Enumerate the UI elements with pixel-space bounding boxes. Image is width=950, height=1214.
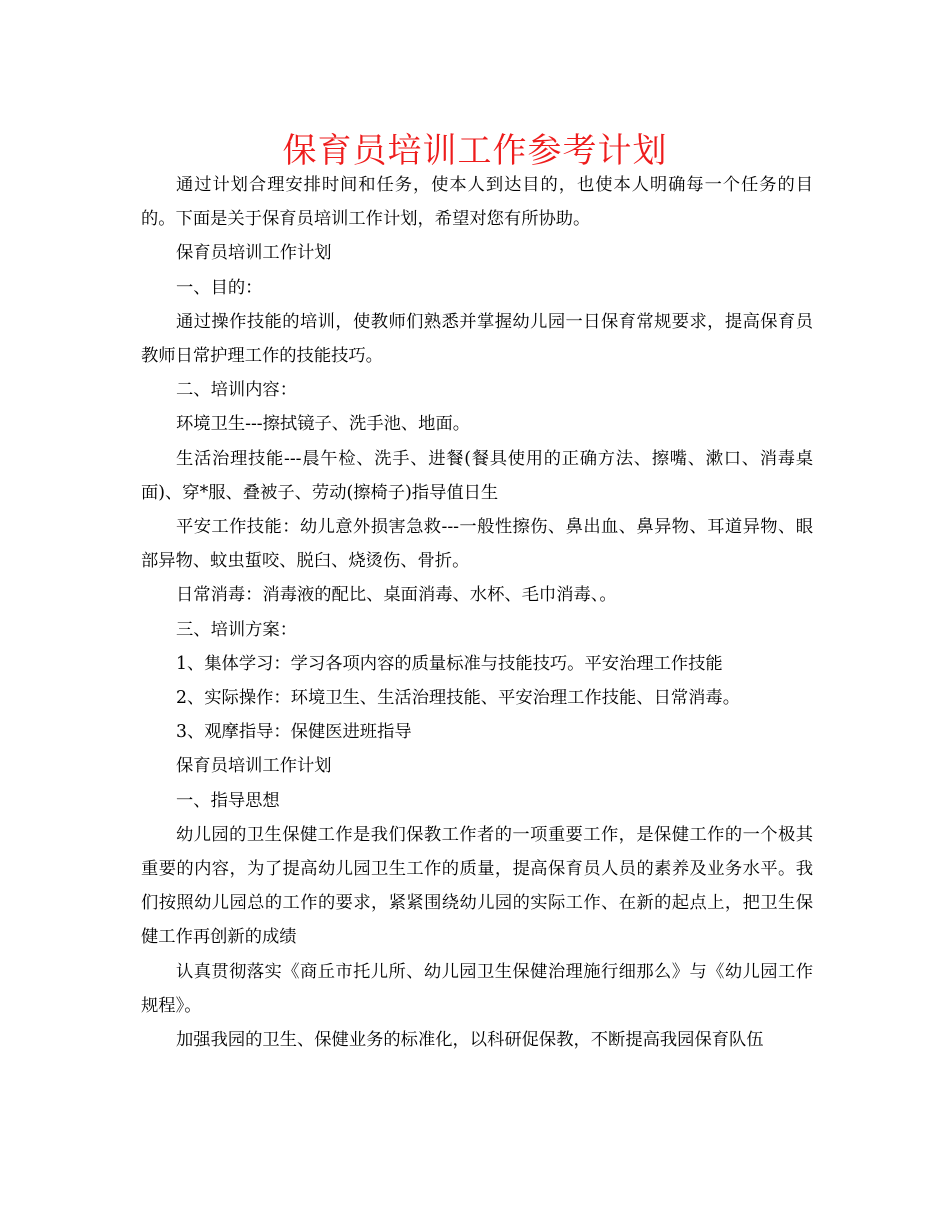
subheading-purpose: 一、目的： [176, 277, 263, 298]
paragraph-disinfection: 日常消毒：消毒液的配比、桌面消毒、水杯、毛巾消毒、。 [176, 585, 617, 606]
paragraph-purpose: 通过操作技能的培训，使教师们熟悉并掌握幼儿园一日保育常规要求，提高保育员教师日常护理工作的技能技巧。 [141, 311, 813, 367]
paragraph-safety-skills: 平安工作技能：幼儿意外损害急救---一般性擦伤、鼻出血、鼻异物、耳道异物、眼部异物、蚊虫蜇咬、脱臼、烧烫伤、骨折。 [141, 517, 813, 572]
list-item-observation: 3、观摩指导：保健医进班指导 [176, 722, 412, 743]
section-heading-2: 保育员培训工作计划 [176, 756, 332, 777]
paragraph-regulations: 认真贯彻落实《商丘市托儿所、幼儿园卫生保健治理施行细那么》与《幼儿园工作规程》。 [141, 961, 813, 1016]
subheading-content: 二、培训内容： [176, 380, 297, 401]
paragraph-standardization: 加强我园的卫生、保健业务的标准化，以科研促保教，不断提高我园保育队伍 [176, 1030, 764, 1051]
subheading-plan: 三、培训方案： [176, 619, 297, 640]
document-body [141, 168, 813, 1057]
list-item-practice: 2、实际操作：环境卫生、生活治理技能、平安治理工作技能、日常消毒。 [176, 688, 740, 709]
paragraph-intro: 通过计划合理安排时间和任务，使本人到达目的，也使本人明确每一个任务的目的。下面是关于保育员培训工作计划，希望对您有所协助。 [141, 175, 813, 230]
paragraph-guiding-idea: 幼儿园的卫生保健工作是我们保教工作者的一项重要工作，是保健工作的一个极其重要的内容，为了提高幼儿园卫生工作的质量，提高保育员人员的素养及业务水平。我们按照幼儿园总的工作的要求，紧紧围绕幼儿园的实际工作、在新的起点上，把卫生保健工作再创新的成绩 [141, 824, 813, 948]
document-title: 保育员培训工作参考计划 [282, 131, 668, 171]
subheading-guiding-idea: 一、指导思想 [176, 790, 280, 811]
paragraph-hygiene: 环境卫生---擦拭镜子、洗手池、地面。 [176, 414, 471, 435]
section-heading: 保育员培训工作计划 [176, 243, 332, 264]
paragraph-life-skills: 生活治理技能---晨午检、洗手、进餐(餐具使用的正确方法、擦嘴、漱口、消毒桌面)、穿*服、叠被子、劳动(擦椅子)指导值日生 [141, 448, 813, 503]
list-item-collective-study: 1、集体学习：学习各项内容的质量标准与技能技巧。平安治理工作技能 [176, 653, 723, 674]
